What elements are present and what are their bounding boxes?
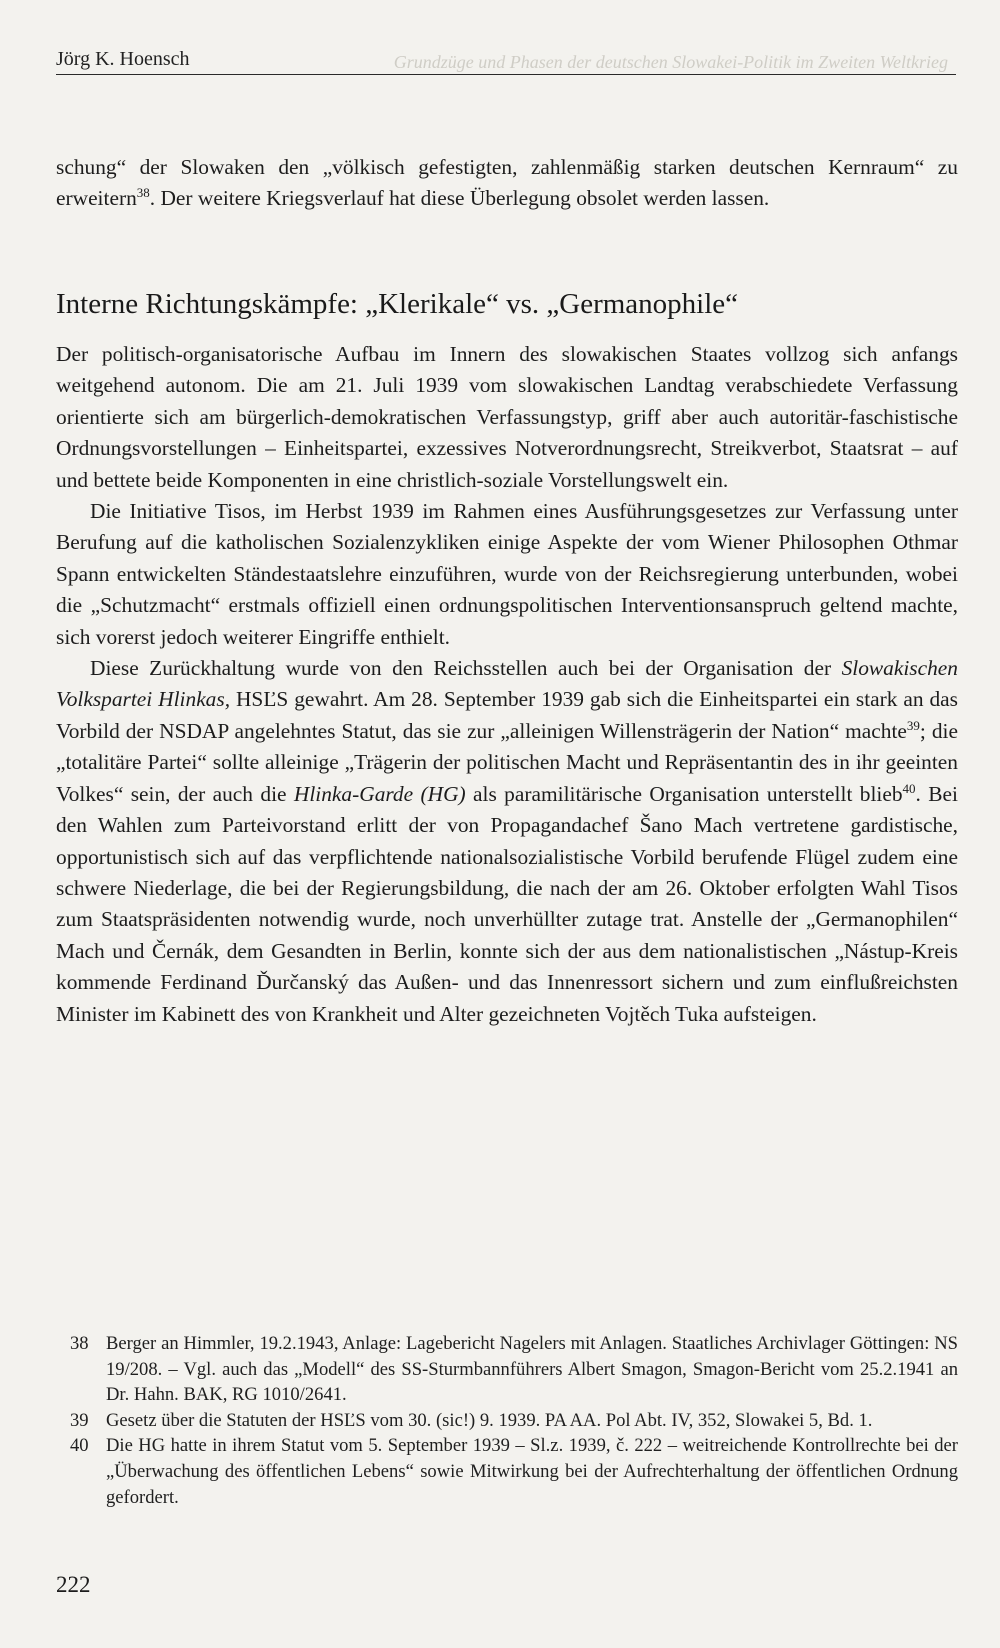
paragraph-1: Der politisch-organisatorische Aufbau im Innern des slowakischen Staates vollzog sich anfangs weitgehend autonom. Die am 21. Juli 1939 vom slowakischen Landtag verabschiedete Verfassung orientierte sich am bürgerlich-demokratischen Verfassungstyp, griff aber auch autoritär-faschistische Ordnungsvorstellungen – Einheitspartei, exzessives Notverordnungsrecht, Streikverbot, Staatsrat – auf und bettete beide Komponenten in eine christlich-soziale Vorstellungswelt ein. [56, 342, 958, 492]
footnotes [56, 1331, 958, 1510]
p3-text-a: Diese Zurückhaltung wurde von den Reichsstellen auch bei der Organisation der [90, 656, 842, 681]
p3-text-c: ; die „totalitäre Partei“ sollte alleinige „Trägerin der politischen Macht und Repräsentantin des in ihr geeinten Volkes“ sein, der auch die [56, 718, 958, 806]
footnote-ref-38[interactable]: 38 [136, 185, 150, 201]
p3-italic-party-name: Slowakischen Volkspartei Hlinkas, [56, 656, 958, 712]
intro-paragraph [56, 152, 958, 215]
footnote-40 [56, 1433, 958, 1510]
page-number: 222 [56, 1572, 91, 1597]
p3-text-e: . Bei den Wahlen zum Parteivorstand erlitt der von Propagandachef Šano Mach vertretene gardistische, opportunistisch sich auf das verpflichtende nationalsozialistische Vorbild berufende Flügel zudem eine schwere Niederlage, die bei der Regierungsbildung, die nach der am 26. Oktober erfolgten Wahl Tisos zum Staatspräsidenten notwendig wurde, noch unverhüllter zutage trat. Anstelle der „Germanophilen“ Mach und Černák, dem Gesandten in Berlin, konnte sich der aus dem nationalistischen „Nástup-Kreis kommende Ferdinand Ďurčanský das Außen- und das Innenressort sichern und zum einflußreichsten Minister im Kabinett des von Krankheit und Alter gezeichneten Vojtěch Tuka aufsteigen. [56, 781, 958, 1026]
footnote-38 [56, 1331, 958, 1408]
p3-text-b: HSĽS gewahrt. Am 28. September 1939 gab sich die Einheitspartei ein stark an das Vorbild der NSDAP angelehntes Statut, das sie zur „alleinigen Willensträgerin der Nation“ machte [56, 687, 958, 743]
paragraph-3 [56, 653, 958, 1030]
header-bleed-through-title: Grundzüge und Phasen der deutschen Slowakei-Politik im Zweiten Weltkrieg [393, 52, 948, 72]
footnote-number: 38 [70, 1333, 89, 1354]
footnote-number: 39 [70, 1409, 89, 1431]
body-text [56, 339, 958, 1030]
footnote-text: Gesetz über die Statuten der HSĽS vom 30. (sic!) 9. 1939. PA AA. Pol Abt. IV, 352, Slowakei 5, Bd. 1. [106, 1409, 873, 1431]
running-header [56, 46, 956, 75]
paragraph-2: Die Initiative Tisos, im Herbst 1939 im Rahmen eines Ausführungsgesetzes zur Verfassung unter Berufung auf die katholischen Sozialenzykliken einige Aspekte der vom Wiener Philosophen Othmar Spann entwickelten Ständestaatslehre einzuführen, wurde von der Reichsregierung unterbunden, wobei die „Schutzmacht“ erstmals offiziell einen ordnungspolitischen Interventionsanspruch geltend machte, sich vorerst jedoch weiterer Eingriffe enthielt. [56, 499, 958, 649]
footnote-39 [56, 1408, 958, 1434]
section-heading: Interne Richtungskämpfe: „Klerikale“ vs. „Germanophile“ [56, 288, 739, 320]
footnote-text: Die HG hatte in ihrem Statut vom 5. September 1939 – Sl.z. 1939, č. 222 – weitreichende Kontrollrechte bei der „Überwachung des öffentlichen Lebens“ sowie Mitwirkung bei der Aufrechterhaltung der öffentlichen Ordnung gefordert. [106, 1435, 958, 1508]
p3-text-d: als paramilitärische Organisation unterstellt blieb [465, 781, 903, 806]
footnote-ref-40[interactable]: 40 [902, 780, 916, 796]
footnote-ref-39[interactable]: 39 [906, 717, 920, 733]
footnote-number: 40 [70, 1435, 89, 1457]
p3-italic-hlinka-garde: Hlinka-Garde (HG) [293, 781, 466, 806]
intro-text-b: . Der weitere Kriegsverlauf hat diese Überlegung obsolet werden lassen. [149, 186, 770, 211]
footnote-text: Berger an Himmler, 19.2.1943, Anlage: Lagebericht Nagelers mit Anlagen. Staatliches Archivlager Göttingen: NS 19/208. – Vgl. auch das „Modell“ des SS-Sturmbannführers Albert Smagon, Smagon-Bericht vom 25.2.1941 an Dr. Hahn. BAK, RG 1010/2641. [106, 1333, 958, 1406]
header-author: Jörg K. Hoensch [56, 48, 190, 70]
intro-text-a: schung“ der Slowaken den „völkisch gefestigten, zahlenmäßig starken deutschen Kernraum“ zu erweitern [56, 155, 958, 211]
